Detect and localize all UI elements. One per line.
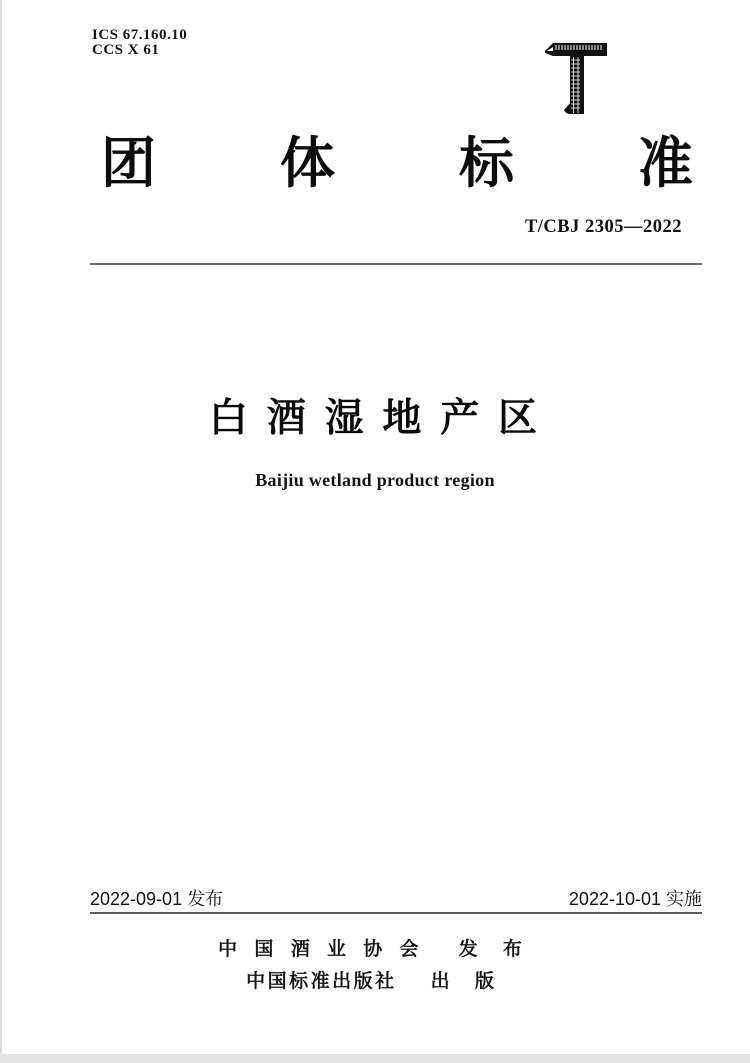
standard-number: T/CBJ 2305—2022	[524, 217, 682, 237]
dates-row	[90, 885, 702, 911]
bottom-divider-rule	[90, 912, 702, 914]
publisher-line-issuer	[0, 934, 750, 961]
page-bottom-edge	[0, 1054, 750, 1063]
banner-char-ti: 体	[279, 133, 335, 194]
implement-date: 2022-10-01 实施	[568, 889, 702, 909]
standard-type-banner	[101, 135, 693, 193]
banner-char-tuan: 团	[101, 133, 157, 194]
publisher-line-press	[0, 966, 750, 993]
ics-code: ICS 67.160.10	[92, 27, 188, 43]
ccs-code: CCS X 61	[92, 42, 160, 58]
classification-codes	[92, 28, 187, 58]
page-left-edge	[0, 0, 2, 1063]
issuer-action: 发 布	[458, 939, 532, 960]
t-square-logo-icon	[545, 43, 608, 116]
press-org: 中国标准出版社	[246, 971, 397, 992]
banner-char-zhun: 准	[637, 133, 693, 194]
t-square-logo-svg	[545, 43, 608, 116]
issuer-org: 中 国 酒 业 协 会	[218, 939, 425, 960]
issue-date: 2022-09-01 发布	[90, 889, 224, 909]
document-title-cn: 白 酒 湿 地 产 区	[208, 397, 542, 440]
press-action: 出 版	[430, 971, 504, 992]
banner-char-biao: 标	[458, 133, 514, 194]
top-divider-rule	[90, 263, 702, 265]
document-title-en: Baijiu wetland product region	[255, 470, 495, 490]
